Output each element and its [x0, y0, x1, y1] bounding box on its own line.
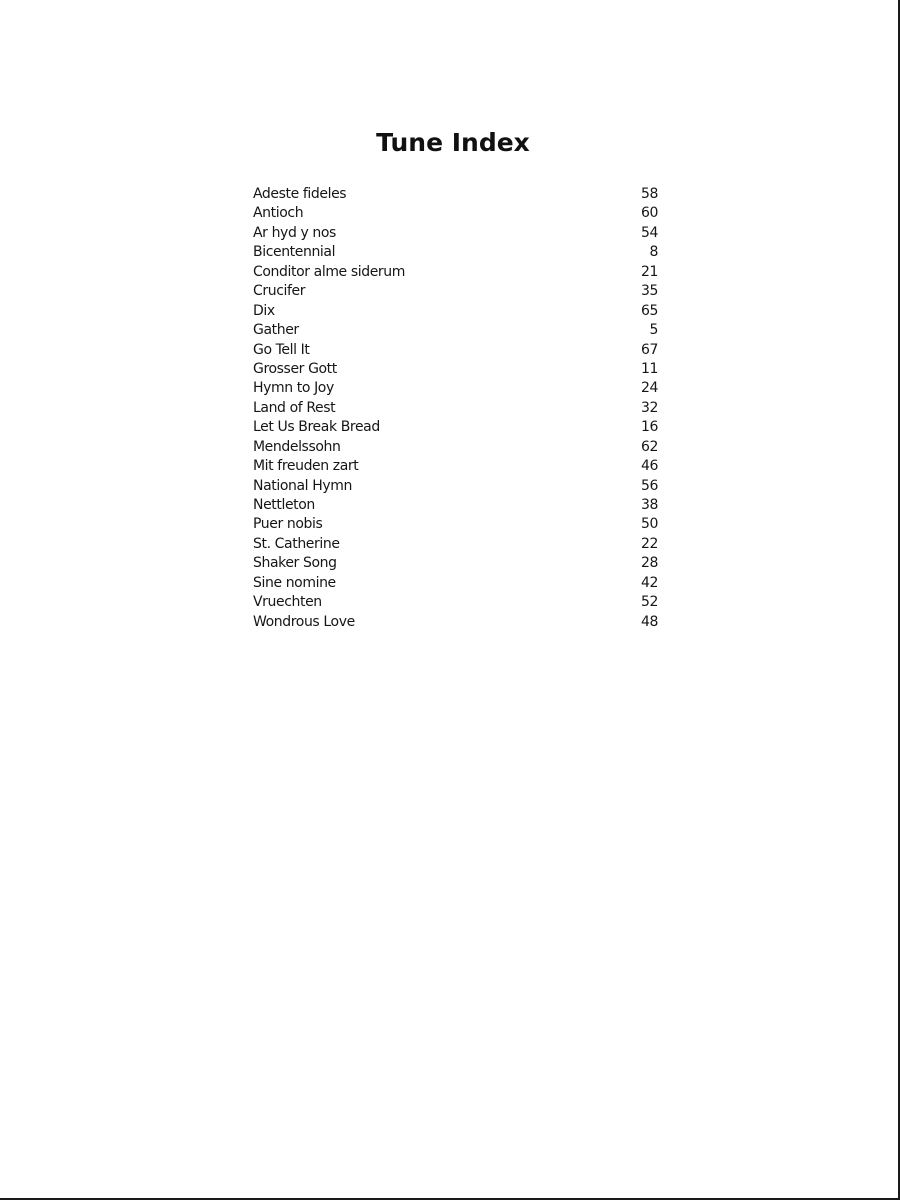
page-number: 62 [640, 438, 658, 455]
tune-name: Antioch [253, 205, 304, 222]
index-entry [253, 185, 658, 204]
page-number: 52 [640, 594, 658, 611]
page-number: 65 [640, 302, 658, 319]
index-entry [253, 418, 658, 437]
tune-name: Let Us Break Bread [253, 419, 380, 436]
index-entry [253, 574, 658, 593]
index-entry [253, 204, 658, 223]
index-entry [253, 263, 658, 282]
page-number: 56 [640, 477, 658, 494]
tune-name: Nettleton [253, 497, 315, 513]
tune-name: Land of Rest [253, 399, 336, 416]
index-entry [253, 554, 658, 573]
tune-name: Gather [253, 322, 299, 339]
tune-name: Vruechten [253, 594, 322, 611]
index-entry [253, 282, 658, 301]
page-number: 67 [640, 341, 658, 358]
tune-name: Puer nobis [253, 516, 323, 533]
page-title: Tune Index [376, 128, 530, 157]
tune-name: Shaker Song [253, 555, 337, 572]
tune-name: Mit freuden zart [253, 458, 359, 475]
tune-name: Bicentennial [253, 244, 336, 261]
page-number: 5 [649, 322, 658, 339]
index-entry [253, 321, 658, 340]
index-entry [253, 457, 658, 476]
index-entry [253, 515, 658, 534]
index-entry [253, 496, 658, 515]
tune-name: National Hymn [253, 477, 352, 494]
index-entry [253, 224, 658, 243]
index-entry [253, 243, 658, 262]
page-number: 8 [649, 244, 658, 261]
page-number: 50 [640, 516, 658, 533]
index-entry [253, 593, 658, 612]
tune-name: Mendelssohn [253, 438, 341, 455]
page-number: 35 [640, 283, 658, 300]
tune-name: Dix [253, 302, 275, 319]
page-number: 48 [640, 613, 658, 630]
page-number: 60 [640, 205, 658, 222]
index-entry [253, 302, 658, 321]
page-number: 38 [640, 497, 658, 513]
tune-name: Sine nomine [253, 574, 336, 591]
page-number: 28 [640, 555, 658, 572]
tune-name: Ar hyd y nos [253, 224, 336, 241]
tune-name: Grosser Gott [253, 360, 337, 377]
page-number: 24 [640, 380, 658, 397]
page-number: 11 [640, 360, 658, 377]
tune-name: Conditor alme siderum [253, 263, 405, 280]
page-number: 46 [640, 458, 658, 475]
page-number: 58 [640, 186, 658, 202]
index-entry [253, 535, 658, 554]
index-entry [253, 477, 658, 496]
tune-index-list [253, 185, 658, 632]
index-entry [253, 379, 658, 398]
tune-name: Crucifer [253, 283, 306, 300]
page-number: 54 [640, 224, 658, 241]
index-entry [253, 399, 658, 418]
tune-name: Wondrous Love [253, 613, 355, 630]
tune-name: Go Tell It [253, 341, 310, 358]
page-number: 32 [640, 399, 658, 416]
page-number: 22 [640, 535, 658, 552]
tune-name: Adeste fideles [253, 186, 347, 202]
tune-name: St. Catherine [253, 535, 340, 552]
page-number: 42 [640, 574, 658, 591]
tune-name: Hymn to Joy [253, 380, 334, 397]
index-entry [253, 438, 658, 457]
index-entry [253, 613, 658, 632]
index-entry [253, 341, 658, 360]
page-number: 21 [640, 263, 658, 280]
page-number: 16 [640, 419, 658, 436]
index-entry [253, 360, 658, 379]
